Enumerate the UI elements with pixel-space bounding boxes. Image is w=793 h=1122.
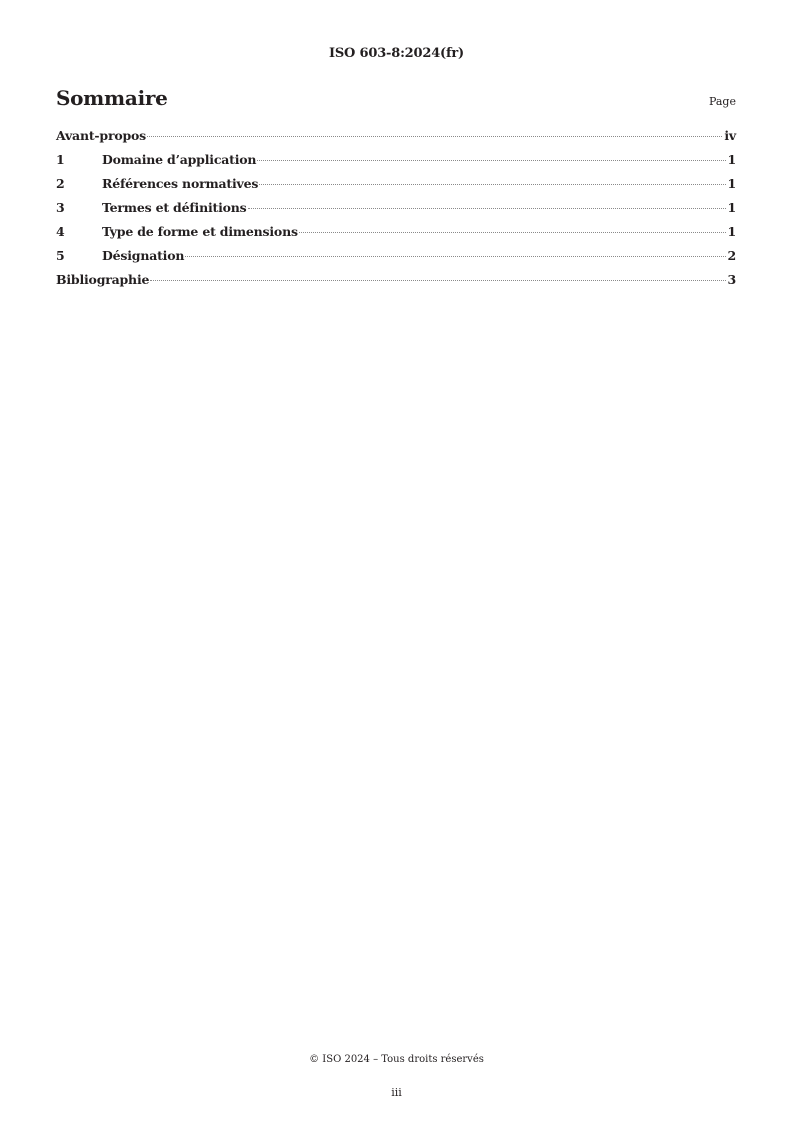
toc-entry-number: 3 [56, 200, 65, 215]
toc-entry-page[interactable]: 1 [727, 176, 736, 191]
toc-entry-number: 2 [56, 176, 65, 191]
toc-entry-number: 1 [56, 152, 65, 167]
copyright-notice: © ISO 2024 – Tous droits réservés [309, 1054, 484, 1065]
toc-entry-label[interactable]: Avant-propos [56, 128, 146, 143]
page-title: Sommaire [56, 86, 168, 110]
toc-entry-page[interactable]: iv [724, 128, 736, 143]
dot-leader [259, 184, 725, 185]
dot-leader [299, 232, 726, 233]
toc-entry-bibliographie[interactable] [56, 272, 736, 296]
table-of-contents [56, 128, 736, 296]
toc-entry-5[interactable] [56, 248, 736, 272]
toc-entry-label[interactable]: Termes et définitions [102, 200, 247, 215]
dot-leader [257, 160, 725, 161]
page-number: iii [391, 1086, 402, 1099]
toc-entry-page[interactable]: 2 [727, 248, 736, 263]
toc-entry-avant-propos[interactable] [56, 128, 736, 152]
toc-entry-page[interactable]: 1 [727, 152, 736, 167]
dot-leader [147, 136, 722, 137]
toc-entry-1[interactable] [56, 152, 736, 176]
dot-leader [150, 280, 725, 281]
toc-entry-page[interactable]: 3 [727, 272, 736, 287]
toc-entry-page[interactable]: 1 [727, 200, 736, 215]
toc-entry-label[interactable]: Références normatives [102, 176, 259, 191]
document-header: ISO 603-8:2024(fr) [328, 46, 465, 61]
toc-entry-label[interactable]: Bibliographie [56, 272, 150, 287]
toc-entry-page[interactable]: 1 [727, 224, 736, 239]
toc-entry-label[interactable]: Domaine d’application [102, 152, 257, 167]
toc-entry-4[interactable] [56, 224, 736, 248]
dot-leader [185, 256, 725, 257]
dot-leader [248, 208, 726, 209]
toc-entry-label[interactable]: Désignation [102, 248, 185, 263]
toc-entry-number: 5 [56, 248, 65, 263]
toc-entry-3[interactable] [56, 200, 736, 224]
title-row [56, 86, 736, 110]
toc-entry-label[interactable]: Type de forme et dimensions [102, 224, 298, 239]
toc-entry-number: 4 [56, 224, 65, 239]
toc-entry-2[interactable] [56, 176, 736, 200]
page-column-label: Page [708, 95, 736, 108]
